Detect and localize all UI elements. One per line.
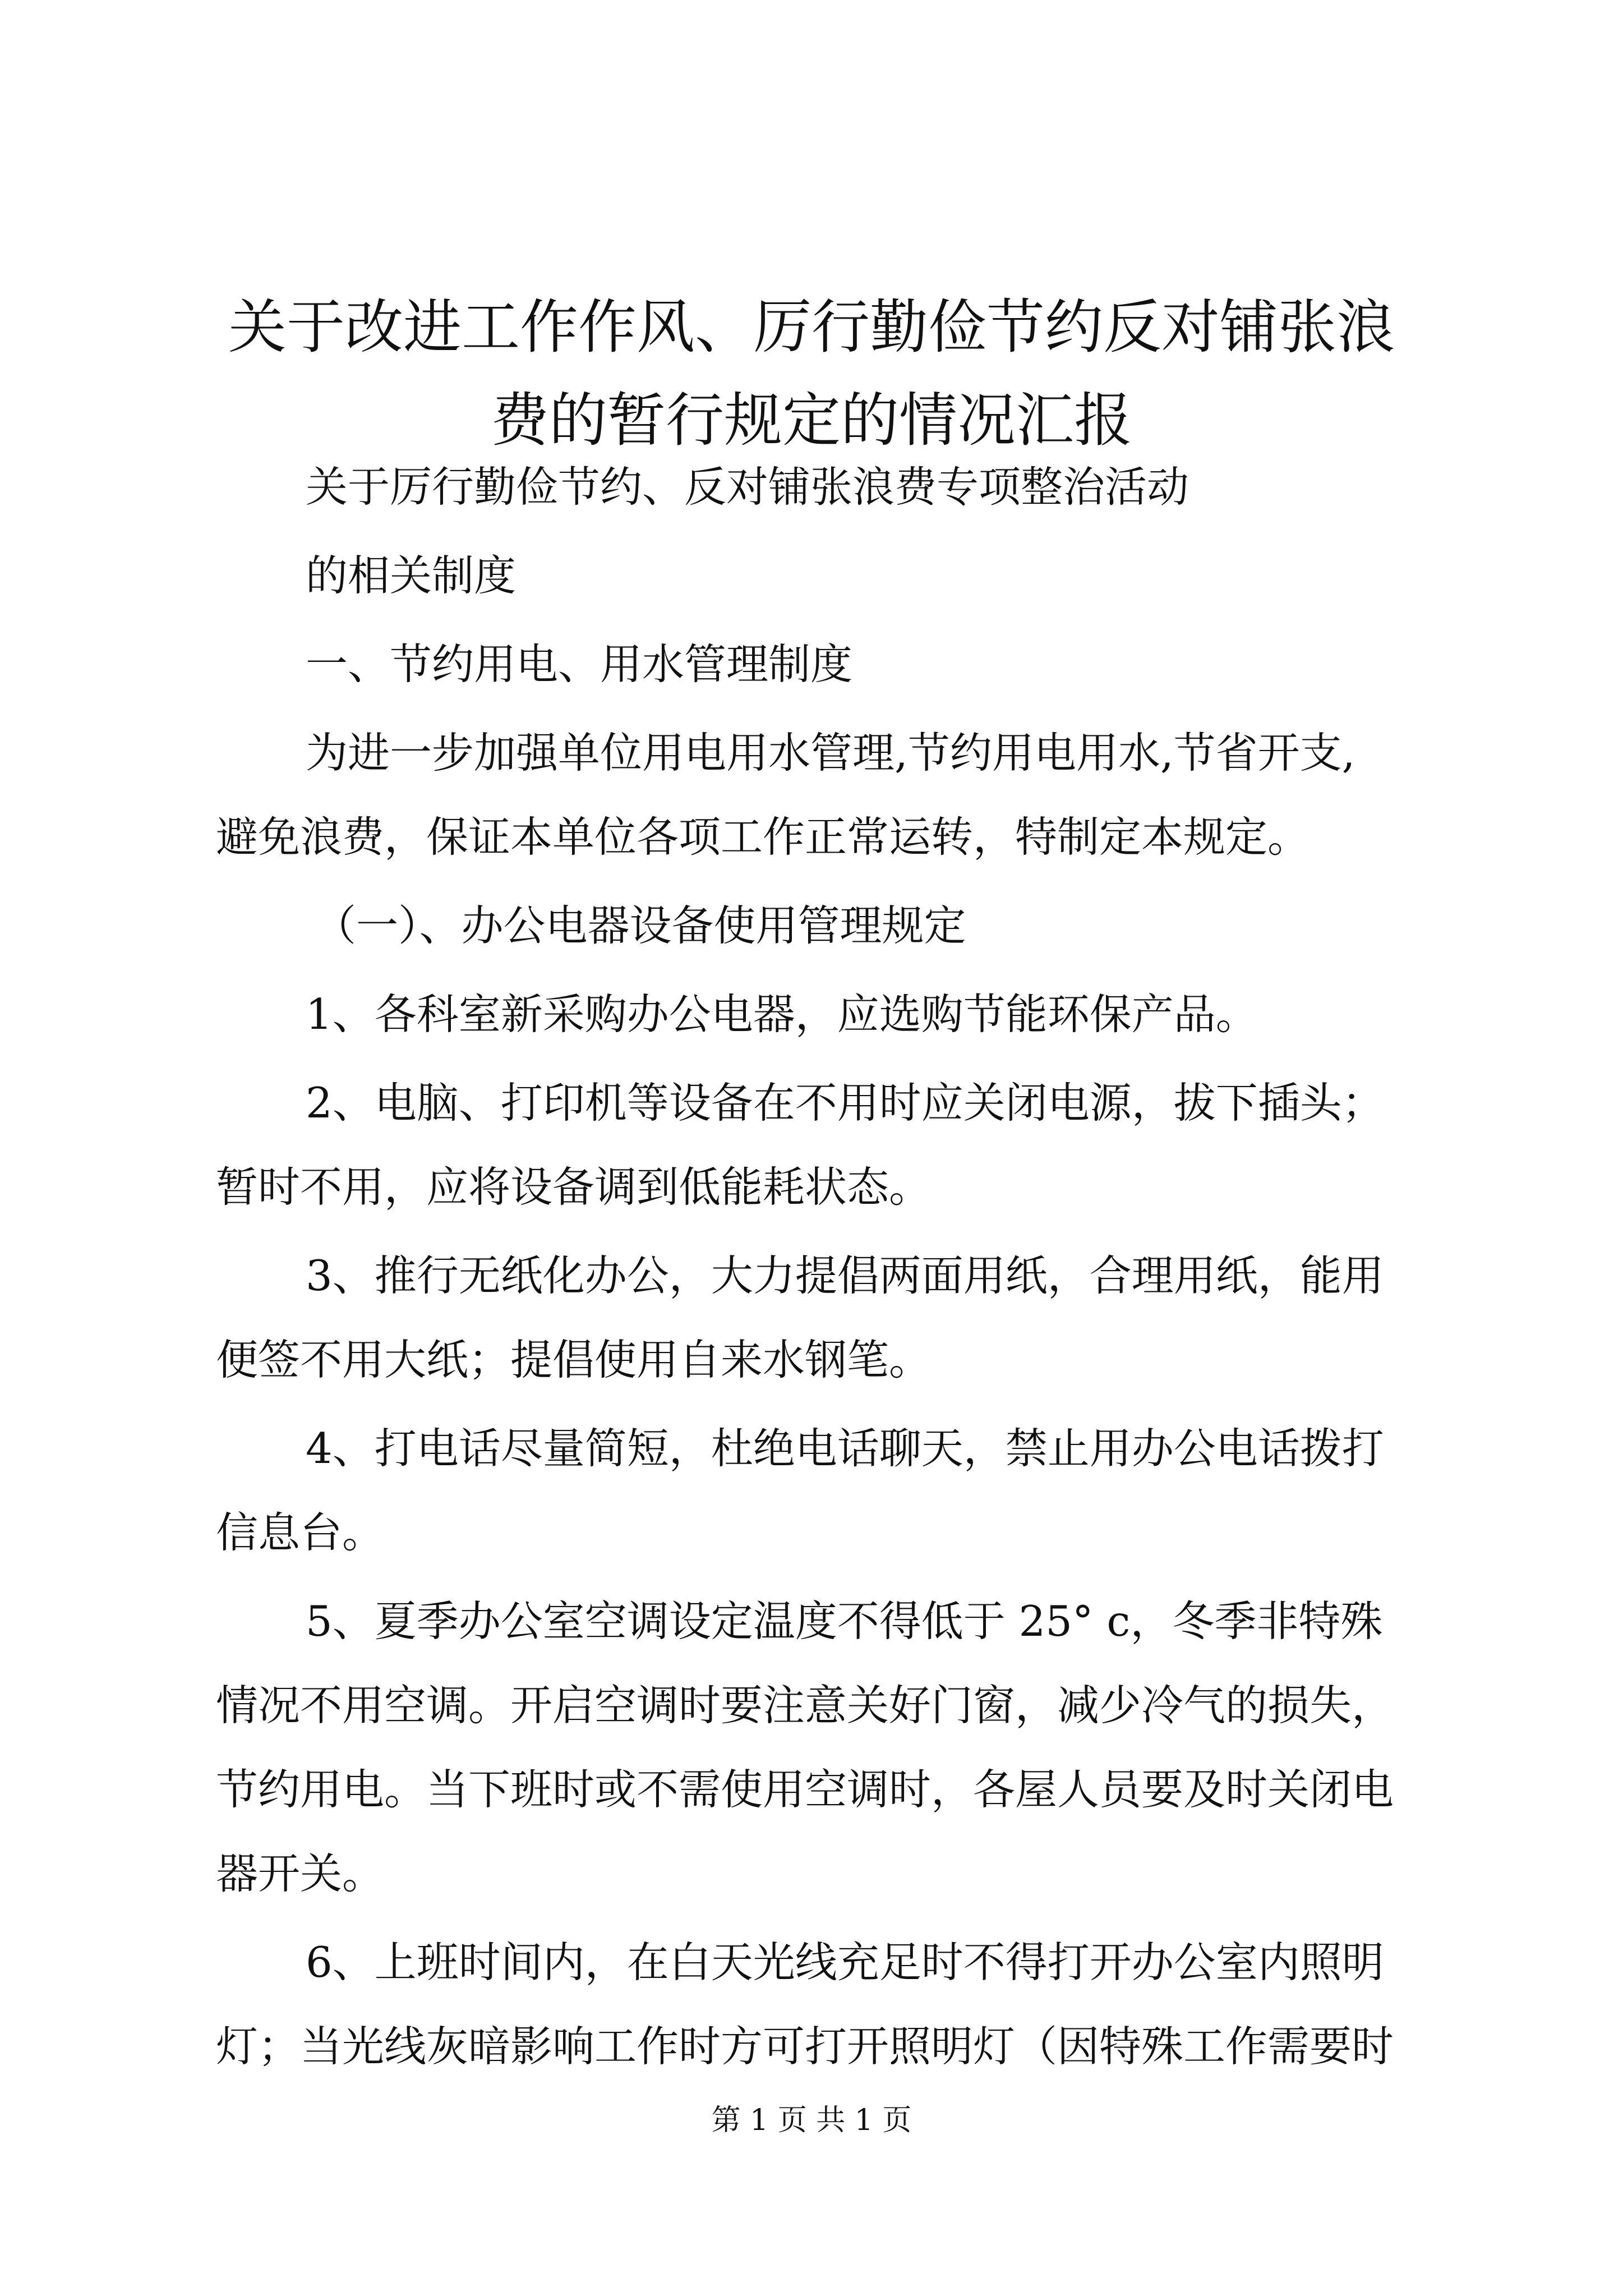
page-footer: 第 1 页 共 1 页 — [711, 2104, 912, 2137]
body-line: 1、各科室新采购办公电器，应选购节能环保产品。 — [306, 990, 1258, 1039]
body-line: 3、推行无纸化办公，大力提倡两面用纸，合理用纸，能用 — [306, 1251, 1384, 1300]
body-line: 情况不用空调。开启空调时要注意关好门窗，减少冷气的损失， — [216, 1681, 1394, 1730]
title-line-1: 关于改进工作作风、厉行勤俭节约反对铺张浪 — [228, 293, 1395, 361]
body-line: 节约用电。当下班时或不需使用空调时，各屋人员要及时关闭电 — [216, 1765, 1394, 1814]
body-line: 2、电脑、打印机等设备在不用时应关闭电源，拔下插头； — [306, 1078, 1384, 1128]
body-line: 避免浪费，保证本单位各项工作正常运转，特制定本规定。 — [216, 812, 1310, 862]
body-line: 灯；当光线灰暗影响工作时方可打开照明灯（因特殊工作需要时 — [216, 2022, 1394, 2071]
document-title — [185, 280, 1438, 467]
body-line: 器开关。 — [216, 1849, 385, 1898]
subsection-heading: （一）、办公电器设备使用管理规定 — [314, 901, 966, 950]
body-line: 5、夏季办公室空调设定温度不得低于 25° c，冬季非特殊 — [306, 1596, 1383, 1646]
body-line: 6、上班时间内，在白天光线充足时不得打开办公室内照明 — [306, 1938, 1384, 1987]
body-line: 便签不用大纸；提倡使用自来水钢笔。 — [216, 1335, 932, 1384]
body-line: 信息台。 — [216, 1508, 385, 1557]
body-line: 的相关制度 — [306, 551, 517, 600]
body-line: 4、打电话尽量简短，杜绝电话聊天，禁止用办公电话拨打 — [306, 1424, 1384, 1473]
body-line: 暂时不用，应将设备调到低能耗状态。 — [216, 1162, 932, 1212]
body-line: 为进一步加强单位用电用水管理,节约用电用水,节省开支, — [306, 728, 1355, 777]
body-line: 关于厉行勤俭节约、反对铺张浪费专项整治活动 — [306, 462, 1189, 512]
section-heading: 一、节约用电、用水管理制度 — [306, 639, 853, 689]
title-line-2: 费的暂行规定的情况汇报 — [490, 386, 1132, 454]
